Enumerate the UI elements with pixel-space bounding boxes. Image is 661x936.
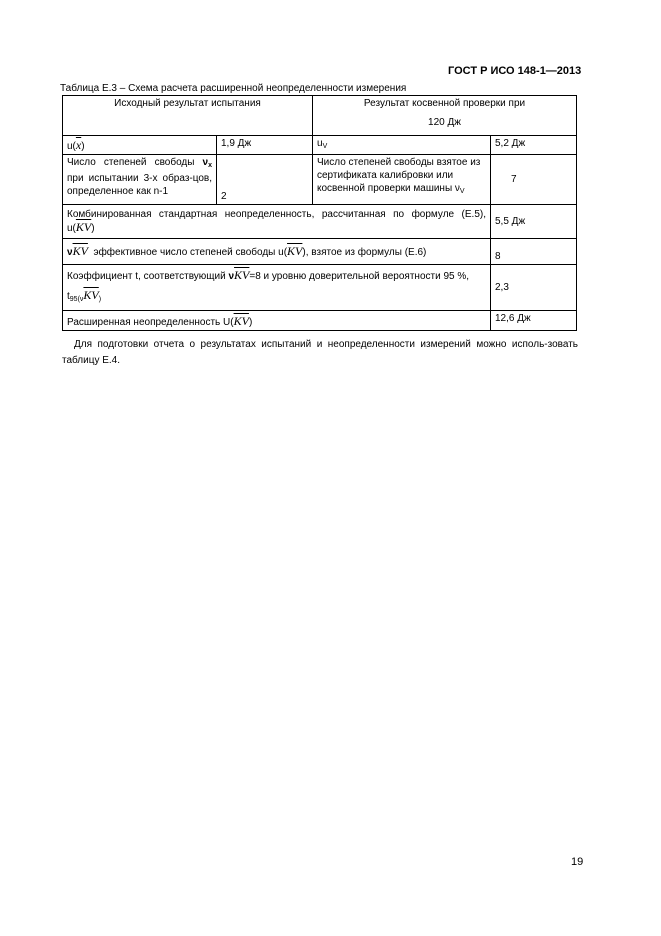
header-right-line2: 120 Дж bbox=[428, 117, 461, 128]
document-id: ГОСТ Р ИСО 148-1—2013 bbox=[448, 65, 582, 77]
header-indirect-verification bbox=[313, 96, 577, 136]
uncertainty-table bbox=[62, 95, 577, 331]
cell-eff-dof-value: 8 bbox=[491, 239, 577, 265]
cell-combined-value: 5,5 Дж bbox=[491, 205, 577, 239]
dof-x-rest: при испытании 3-х образ-цов, определенное как n-1 bbox=[67, 173, 212, 197]
table-row bbox=[63, 239, 577, 265]
coverage-eq: =8 bbox=[249, 271, 261, 282]
cell-coverage-value: 2,3 bbox=[491, 265, 577, 311]
cell-u-v-label bbox=[313, 136, 491, 155]
nu-x-sub: x bbox=[208, 162, 212, 169]
u-suffix: ) bbox=[81, 141, 85, 152]
cell-combined-label bbox=[63, 205, 491, 239]
kv-var: $\overline{KV}$ bbox=[83, 288, 99, 302]
page-number: 19 bbox=[571, 856, 584, 868]
kv-var: $\overline{KV}$ bbox=[234, 268, 250, 282]
u-prefix: u( bbox=[67, 141, 76, 152]
table-row bbox=[63, 311, 577, 331]
body-paragraph: Для подготовки отчета о результатах испытаний и неопределенности измерений можно исполь-зовать таблицу Е.4. bbox=[62, 339, 578, 366]
nu-symbol: ν bbox=[67, 246, 73, 258]
cell-eff-dof-label bbox=[63, 239, 491, 265]
kv-var: $\overline{KV}$ bbox=[287, 243, 303, 258]
nu-symbol: ν bbox=[202, 157, 209, 168]
cell-coverage-label bbox=[63, 265, 491, 311]
nu-symbol: ν bbox=[454, 183, 460, 194]
coverage-paren: (ν bbox=[77, 296, 84, 303]
eff-dof-mid: эффективное число степеней свободы u( bbox=[93, 246, 288, 258]
table-header-row bbox=[63, 96, 577, 136]
table-row bbox=[63, 155, 577, 205]
coverage-part1: Коэффициент t, соответствующий bbox=[67, 271, 229, 282]
expanded-suffix: ) bbox=[248, 317, 253, 328]
cell-u-x-value: 1,9 Дж bbox=[217, 136, 313, 155]
nu-v-sub: V bbox=[459, 188, 465, 195]
table-caption: Таблица Е.3 – Схема расчета расширенной неопределенности измерения bbox=[60, 83, 407, 94]
cell-dof-x-label bbox=[63, 155, 217, 205]
nu-symbol: ν bbox=[228, 271, 235, 282]
t95-sub: 95 bbox=[69, 296, 78, 303]
dof-x-prefix: Число степеней свободы bbox=[67, 157, 203, 168]
cell-dof-v-value bbox=[491, 155, 577, 205]
cell-u-x-label bbox=[63, 136, 217, 155]
eff-dof-end: ), взятое из формулы (Е.6) bbox=[302, 246, 427, 258]
cell-expanded-label bbox=[63, 311, 491, 331]
kv-var: $\overline{KV}$ bbox=[75, 220, 92, 234]
cell-expanded-value: 12,6 Дж bbox=[491, 311, 577, 331]
table-row bbox=[63, 205, 577, 239]
combined-u: u( bbox=[67, 223, 76, 234]
uv-main: u bbox=[317, 138, 323, 149]
header-right-line1: Результат косвенной проверки при bbox=[363, 98, 526, 109]
cell-dof-v-label bbox=[313, 155, 491, 205]
table-row bbox=[63, 265, 577, 311]
combined-main: Комбинированная стандартная неопределенность, рассчитанная по формуле (Е.5), bbox=[67, 209, 486, 220]
uv-sub: V bbox=[322, 143, 328, 150]
dof-v-value: 7 bbox=[511, 174, 517, 185]
kv-var: $\overline{KV}$ bbox=[72, 243, 88, 258]
combined-suffix: ) bbox=[91, 223, 95, 234]
cell-dof-x-value: 2 bbox=[217, 155, 313, 205]
dof-v-main: Число степеней свободы взятое из сертификата калибровки или косвенной проверки машины bbox=[317, 157, 481, 194]
cell-u-v-value: 5,2 Дж bbox=[491, 136, 577, 155]
expanded-prefix: Расширенная неопределенность U( bbox=[67, 317, 234, 328]
coverage-part2: и уровню доверительной вероятности 95 %, t bbox=[67, 271, 470, 302]
kv-var: $\overline{KV}$ bbox=[233, 314, 249, 328]
x-var: $\overline{x}$ bbox=[75, 138, 82, 152]
table-row bbox=[63, 136, 577, 155]
header-left-text: Исходный результат испытания bbox=[114, 98, 261, 109]
coverage-close: ) bbox=[98, 296, 102, 303]
header-source-result bbox=[63, 96, 313, 136]
